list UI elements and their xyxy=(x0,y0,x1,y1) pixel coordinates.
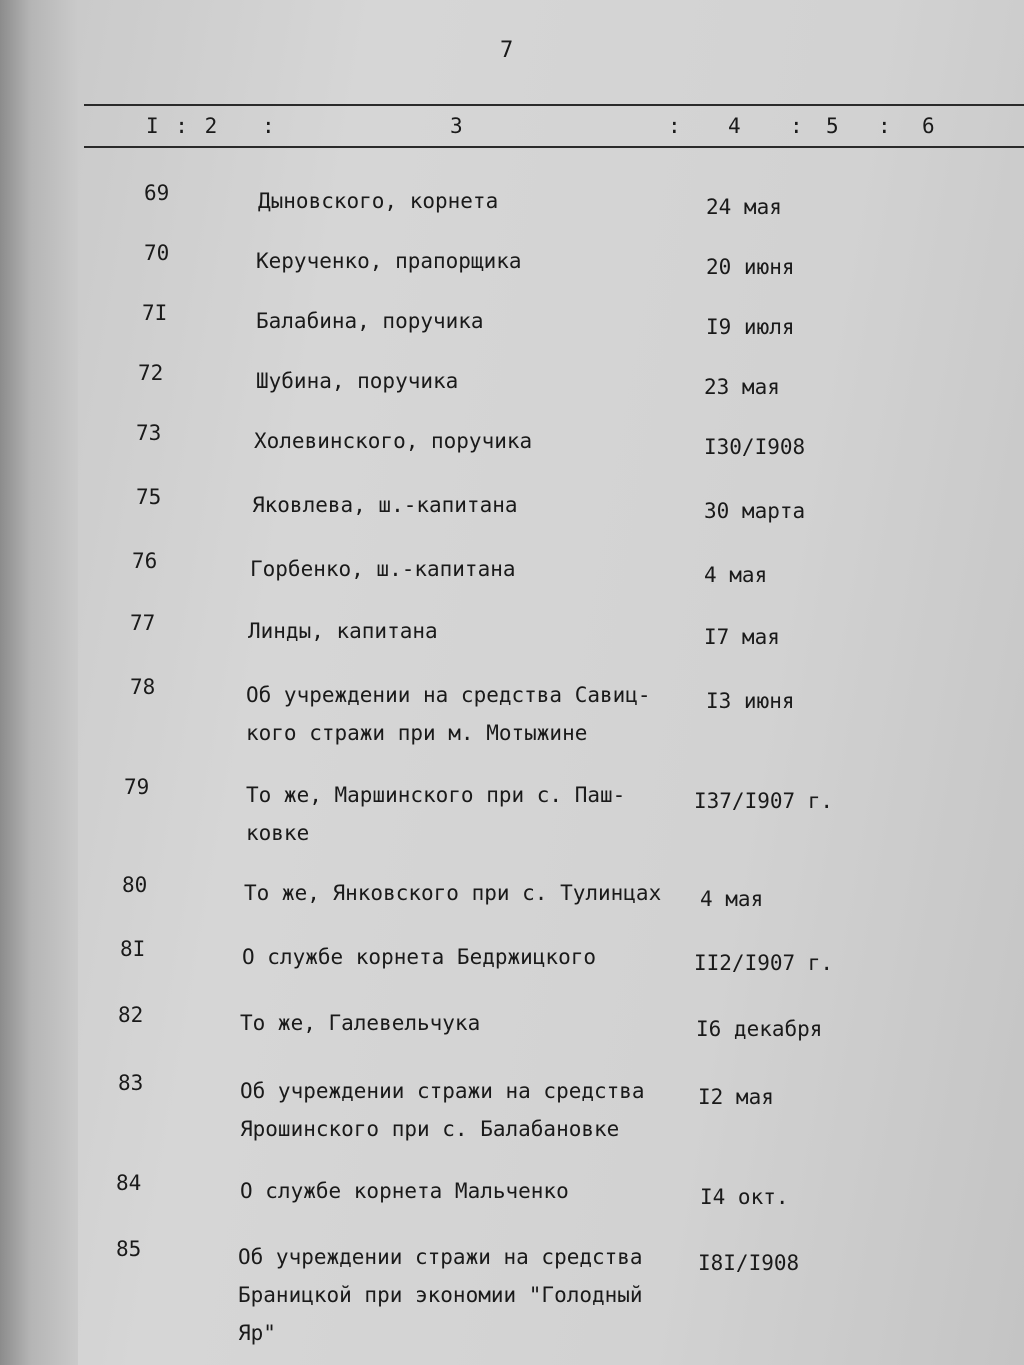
row-number: 73 xyxy=(136,421,162,445)
row-title: Горбенко, ш.-капитана xyxy=(250,557,516,581)
row-date: I4 окт. xyxy=(700,1185,789,1209)
header-col-3: 3 xyxy=(450,114,465,138)
row-date: I9 июля xyxy=(706,315,795,339)
row-title: Об учреждении стражи на средства Ярошинского при с. Балабановке xyxy=(240,1079,645,1141)
row-date: I37/I907 г. xyxy=(694,789,834,813)
row-number: 85 xyxy=(116,1237,142,1261)
header-separator: : xyxy=(262,114,277,138)
page-number: 7 xyxy=(500,38,514,63)
row-date: 20 июня xyxy=(706,255,795,279)
row-title: То же, Маршинского при с. Пaш- ковке xyxy=(246,783,626,845)
header-separator: : xyxy=(668,114,683,138)
row-number: 82 xyxy=(118,1003,144,1027)
row-date: I6 декабря xyxy=(696,1017,823,1041)
row-title: Шубина, поручика xyxy=(256,369,459,393)
row-number: 78 xyxy=(130,675,156,699)
header-col-4: 4 xyxy=(728,114,743,138)
page-fold-shadow xyxy=(0,0,78,1365)
header-col-1-2: I : 2 xyxy=(146,114,220,138)
row-date: 4 мая xyxy=(704,563,768,587)
row-date: 30 марта xyxy=(704,499,806,523)
row-title: Линды, капитана xyxy=(248,619,438,643)
row-number: 70 xyxy=(144,241,170,265)
row-number: 75 xyxy=(136,485,162,509)
row-number: 8I xyxy=(120,937,146,961)
row-number: 84 xyxy=(116,1171,142,1195)
row-number: 77 xyxy=(130,611,156,635)
row-title: Керученко, прапорщика xyxy=(256,249,522,273)
row-title: Об учреждении стражи на средства Браницкой при экономии "Голодный Яр" xyxy=(238,1245,643,1345)
row-number: 76 xyxy=(132,549,158,573)
header-separator: : xyxy=(790,114,805,138)
row-title: Холевинского, поручика xyxy=(254,429,533,453)
row-date: 24 мая xyxy=(706,195,782,219)
row-title: То же, Янковского при с. Тулинцах xyxy=(244,881,662,905)
row-title: Об учреждении на средства Савиц- кого стражи при м. Мотыжине xyxy=(246,683,651,745)
row-title: О службе корнета Бедржицкого xyxy=(242,945,597,969)
row-title: О службе корнета Мальченко xyxy=(240,1179,569,1203)
header-col-6: 6 xyxy=(922,114,937,138)
header-col-5: 5 xyxy=(826,114,841,138)
row-title: Дыновского, корнета xyxy=(258,189,499,213)
row-number: 83 xyxy=(118,1071,144,1095)
row-date: II2/I907 г. xyxy=(694,951,834,975)
row-number: 7I xyxy=(142,301,168,325)
row-number: 80 xyxy=(122,873,148,897)
row-title: Балабина, поручика xyxy=(256,309,484,333)
row-date: I30/I908 xyxy=(704,435,806,459)
header-rule-top xyxy=(84,104,1024,106)
header-rule-bottom xyxy=(84,146,1024,148)
row-date: I7 мая xyxy=(704,625,780,649)
row-number: 69 xyxy=(144,181,170,205)
header-separator: : xyxy=(878,114,893,138)
row-date: 4 мая xyxy=(700,887,764,911)
row-date: I8I/I908 xyxy=(698,1251,800,1275)
row-date: 23 мая xyxy=(704,375,780,399)
row-date: I3 июня xyxy=(706,689,795,713)
row-date: I2 мая xyxy=(698,1085,774,1109)
row-title: То же, Галевельчука xyxy=(240,1011,481,1035)
row-title: Яковлева, ш.-капитана xyxy=(252,493,518,517)
row-number: 72 xyxy=(138,361,164,385)
row-number: 79 xyxy=(124,775,150,799)
